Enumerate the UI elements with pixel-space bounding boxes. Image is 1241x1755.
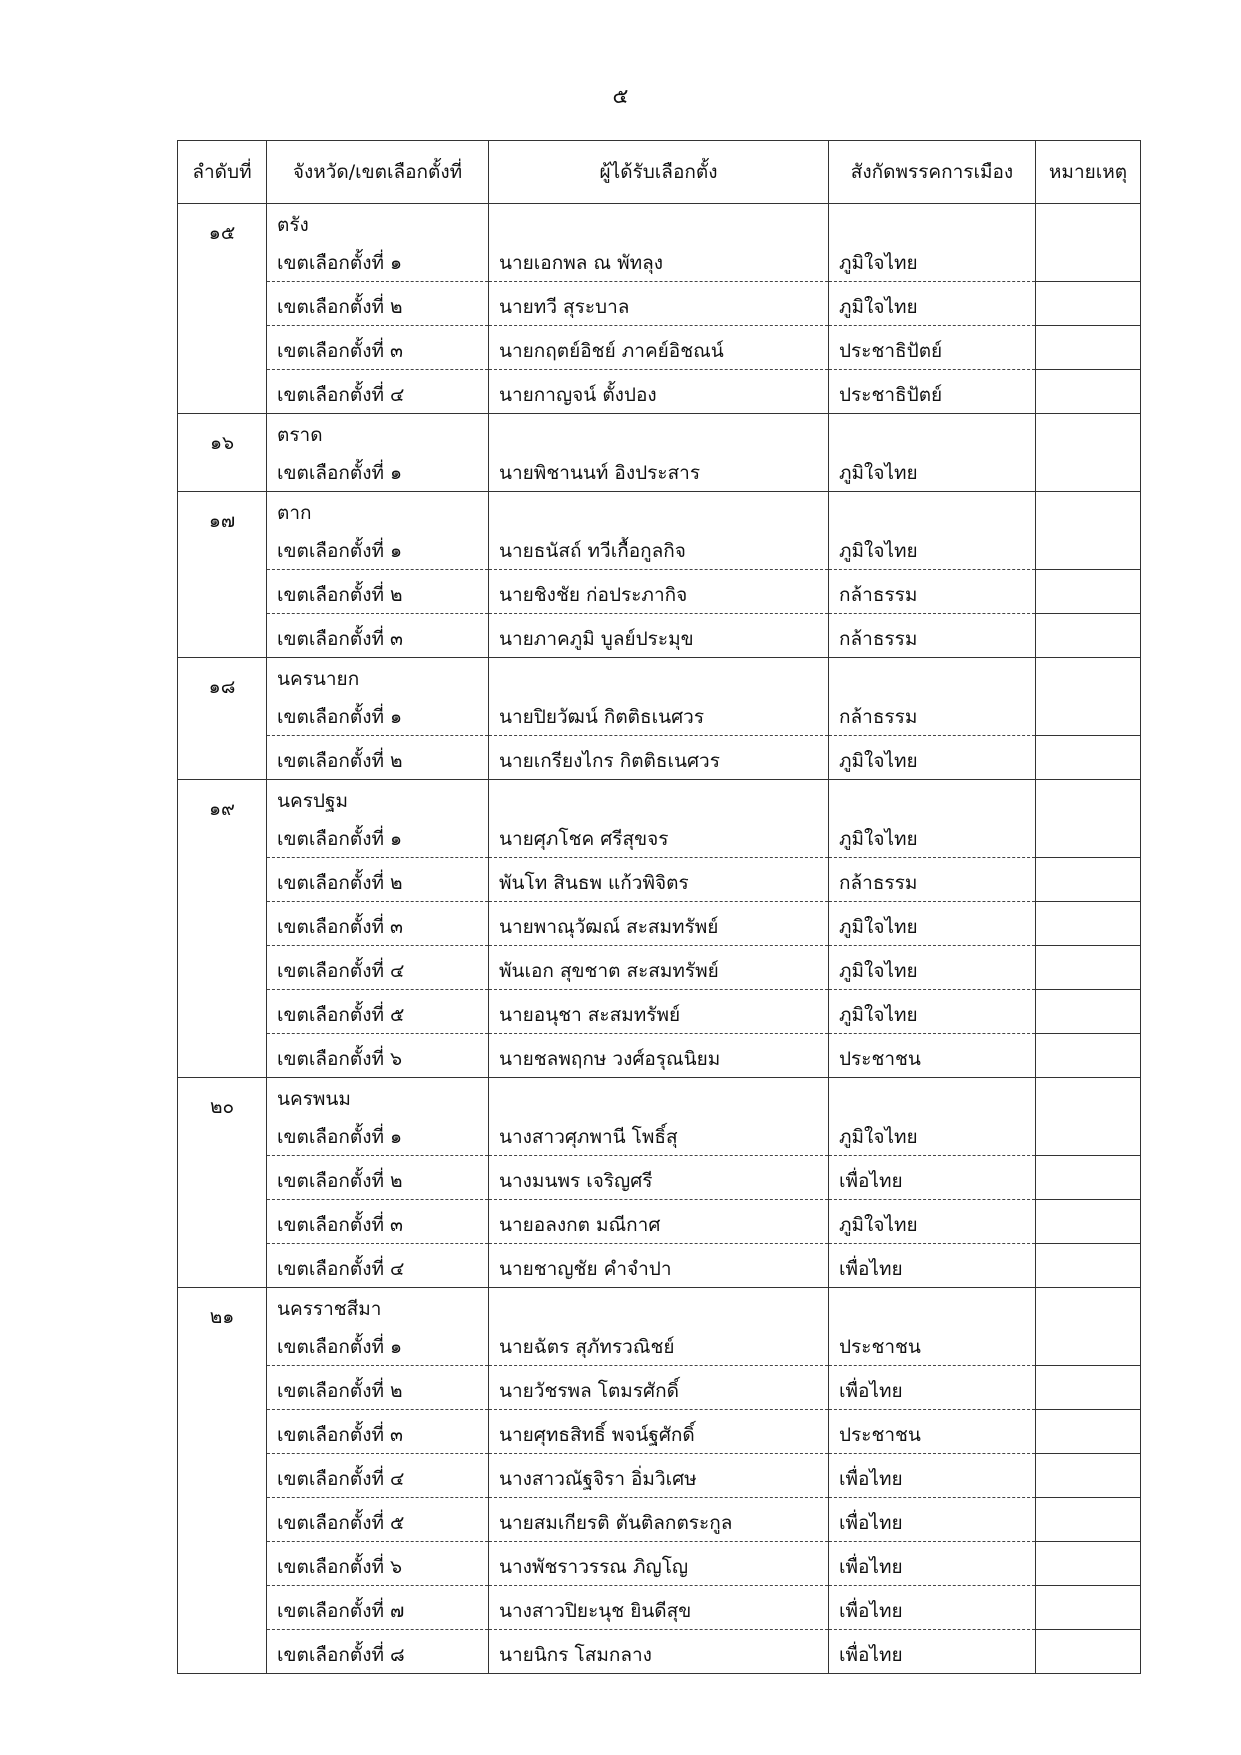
order-number: ๑๙ [178, 780, 267, 1078]
elected-name: พันโท สินธพ แก้วพิจิตร [489, 858, 829, 902]
order-number: ๒๐ [178, 1078, 267, 1288]
empty-cell [829, 1078, 1036, 1115]
district-label: เขตเลือกตั้งที่ ๔ [267, 370, 489, 414]
party-name: เพื่อไทย [829, 1630, 1036, 1674]
district-row [178, 1454, 1141, 1498]
elected-name: นางสาวปิยะนุช ยินดีสุข [489, 1586, 829, 1630]
remark-cell [1036, 614, 1141, 658]
empty-cell [1036, 492, 1141, 529]
table-header [178, 141, 1141, 204]
elected-name: นายศุภโชค ศรีสุขจร [489, 816, 829, 858]
elected-name: นายทวี สุระบาล [489, 282, 829, 326]
empty-cell [489, 414, 829, 451]
remark-cell [1036, 1324, 1141, 1366]
remark-cell [1036, 370, 1141, 414]
district-row [178, 1542, 1141, 1586]
party-name: เพื่อไทย [829, 1454, 1036, 1498]
province-name: ตาก [267, 492, 489, 529]
elected-name: นายศุทธสิทธิ์ พจน์ฐศักดิ์ [489, 1410, 829, 1454]
district-row [178, 990, 1141, 1034]
empty-cell [1036, 1288, 1141, 1325]
district-label: เขตเลือกตั้งที่ ๓ [267, 614, 489, 658]
district-row [178, 1498, 1141, 1542]
district-row [178, 1114, 1141, 1156]
remark-cell [1036, 1410, 1141, 1454]
empty-cell [829, 414, 1036, 451]
elected-name: นายสมเกียรติ ตันติลกตระกูล [489, 1498, 829, 1542]
elected-name: นายชาญชัย คำจำปา [489, 1244, 829, 1288]
district-label: เขตเลือกตั้งที่ ๓ [267, 326, 489, 370]
province-name: นครพนม [267, 1078, 489, 1115]
party-name: ภูมิใจไทย [829, 990, 1036, 1034]
party-name: ภูมิใจไทย [829, 736, 1036, 780]
elected-name: นายฉัตร สุภัทรวณิชย์ [489, 1324, 829, 1366]
province-row [178, 780, 1141, 817]
district-row [178, 570, 1141, 614]
district-row [178, 1366, 1141, 1410]
empty-cell [489, 658, 829, 695]
empty-cell [829, 204, 1036, 241]
party-name: เพื่อไทย [829, 1366, 1036, 1410]
party-name: ประชาชน [829, 1324, 1036, 1366]
party-name: ภูมิใจไทย [829, 1200, 1036, 1244]
district-label: เขตเลือกตั้งที่ ๑ [267, 816, 489, 858]
remark-cell [1036, 450, 1141, 492]
header-elected: ผู้ได้รับเลือกตั้ง [489, 141, 829, 204]
province-name: ตราด [267, 414, 489, 451]
party-name: เพื่อไทย [829, 1244, 1036, 1288]
remark-cell [1036, 326, 1141, 370]
remark-cell [1036, 816, 1141, 858]
remark-cell [1036, 1156, 1141, 1200]
remark-cell [1036, 1200, 1141, 1244]
remark-cell [1036, 1034, 1141, 1078]
district-label: เขตเลือกตั้งที่ ๖ [267, 1034, 489, 1078]
empty-cell [489, 1288, 829, 1325]
remark-cell [1036, 946, 1141, 990]
empty-cell [489, 780, 829, 817]
district-row [178, 858, 1141, 902]
district-row [178, 946, 1141, 990]
empty-cell [489, 1078, 829, 1115]
party-name: ประชาชน [829, 1034, 1036, 1078]
district-label: เขตเลือกตั้งที่ ๓ [267, 1410, 489, 1454]
district-label: เขตเลือกตั้งที่ ๑ [267, 1114, 489, 1156]
party-name: ภูมิใจไทย [829, 946, 1036, 990]
district-label: เขตเลือกตั้งที่ ๒ [267, 1366, 489, 1410]
district-row [178, 450, 1141, 492]
district-row [178, 326, 1141, 370]
elected-name: นายชลพฤกษ วงศ์อรุณนิยม [489, 1034, 829, 1078]
province-row [178, 1078, 1141, 1115]
district-row [178, 1586, 1141, 1630]
remark-cell [1036, 1498, 1141, 1542]
district-row [178, 902, 1141, 946]
party-name: ภูมิใจไทย [829, 528, 1036, 570]
empty-cell [829, 1288, 1036, 1325]
district-row [178, 1630, 1141, 1674]
empty-cell [1036, 658, 1141, 695]
district-label: เขตเลือกตั้งที่ ๘ [267, 1630, 489, 1674]
district-row [178, 528, 1141, 570]
district-row [178, 736, 1141, 780]
empty-cell [1036, 204, 1141, 241]
district-label: เขตเลือกตั้งที่ ๒ [267, 1156, 489, 1200]
elected-name: นายพิชานนท์ อิงประสาร [489, 450, 829, 492]
order-number: ๑๗ [178, 492, 267, 658]
district-row [178, 694, 1141, 736]
district-row [178, 816, 1141, 858]
province-name: นครนายก [267, 658, 489, 695]
district-row [178, 1324, 1141, 1366]
district-row [178, 282, 1141, 326]
elected-name: นายกาญจน์ ตั้งปอง [489, 370, 829, 414]
party-name: กล้าธรรม [829, 614, 1036, 658]
remark-cell [1036, 1630, 1141, 1674]
remark-cell [1036, 240, 1141, 282]
party-name: เพื่อไทย [829, 1498, 1036, 1542]
elected-name: นายธนัสถ์ ทวีเกื้อกูลกิจ [489, 528, 829, 570]
party-name: เพื่อไทย [829, 1586, 1036, 1630]
district-label: เขตเลือกตั้งที่ ๑ [267, 528, 489, 570]
elected-name: นายชิงชัย ก่อประภากิจ [489, 570, 829, 614]
district-label: เขตเลือกตั้งที่ ๔ [267, 1454, 489, 1498]
district-label: เขตเลือกตั้งที่ ๓ [267, 1200, 489, 1244]
table-body [178, 204, 1141, 1674]
district-label: เขตเลือกตั้งที่ ๕ [267, 1498, 489, 1542]
party-name: ประชาชน [829, 1410, 1036, 1454]
party-name: เพื่อไทย [829, 1542, 1036, 1586]
province-row [178, 658, 1141, 695]
party-name: ภูมิใจไทย [829, 902, 1036, 946]
elected-name: นางสาวณัฐจิรา อิ่มวิเศษ [489, 1454, 829, 1498]
order-number: ๑๘ [178, 658, 267, 780]
elected-name: นายเอกพล ณ พัทลุง [489, 240, 829, 282]
district-row [178, 1244, 1141, 1288]
empty-cell [1036, 414, 1141, 451]
elected-name: นายภาคภูมิ บูลย์ประมุข [489, 614, 829, 658]
elected-name: นายอนุชา สะสมทรัพย์ [489, 990, 829, 1034]
district-row [178, 1200, 1141, 1244]
party-name: กล้าธรรม [829, 858, 1036, 902]
remark-cell [1036, 570, 1141, 614]
party-name: กล้าธรรม [829, 570, 1036, 614]
district-row [178, 1410, 1141, 1454]
remark-cell [1036, 902, 1141, 946]
district-label: เขตเลือกตั้งที่ ๒ [267, 282, 489, 326]
district-row [178, 1034, 1141, 1078]
empty-cell [1036, 780, 1141, 817]
empty-cell [489, 492, 829, 529]
election-results-table [177, 140, 1141, 1674]
remark-cell [1036, 1454, 1141, 1498]
district-label: เขตเลือกตั้งที่ ๒ [267, 570, 489, 614]
province-row [178, 1288, 1141, 1325]
elected-name: นายปิยวัฒน์ กิตติธเนศวร [489, 694, 829, 736]
party-name: ภูมิใจไทย [829, 816, 1036, 858]
district-label: เขตเลือกตั้งที่ ๓ [267, 902, 489, 946]
district-label: เขตเลือกตั้งที่ ๑ [267, 240, 489, 282]
elected-name: นายอลงกต มณีกาศ [489, 1200, 829, 1244]
empty-cell [829, 780, 1036, 817]
order-number: ๑๕ [178, 204, 267, 414]
remark-cell [1036, 1244, 1141, 1288]
district-label: เขตเลือกตั้งที่ ๑ [267, 694, 489, 736]
district-label: เขตเลือกตั้งที่ ๒ [267, 858, 489, 902]
remark-cell [1036, 1114, 1141, 1156]
empty-cell [1036, 1078, 1141, 1115]
remark-cell [1036, 1586, 1141, 1630]
elected-name: นางพัชราวรรณ ภิญโญ [489, 1542, 829, 1586]
elected-name: นายวัชรพล โตมรศักดิ์ [489, 1366, 829, 1410]
remark-cell [1036, 990, 1141, 1034]
party-name: ภูมิใจไทย [829, 1114, 1036, 1156]
remark-cell [1036, 736, 1141, 780]
empty-cell [829, 658, 1036, 695]
elected-name: พันเอก สุขชาต สะสมทรัพย์ [489, 946, 829, 990]
elected-name: นางมนพร เจริญศรี [489, 1156, 829, 1200]
district-label: เขตเลือกตั้งที่ ๑ [267, 450, 489, 492]
district-label: เขตเลือกตั้งที่ ๖ [267, 1542, 489, 1586]
province-row [178, 204, 1141, 241]
elected-name: นายเกรียงไกร กิตติธเนศวร [489, 736, 829, 780]
party-name: ภูมิใจไทย [829, 240, 1036, 282]
elected-name: นายกฤตย์อิชย์ ภาคย์อิชณน์ [489, 326, 829, 370]
order-number: ๑๖ [178, 414, 267, 492]
party-name: ภูมิใจไทย [829, 450, 1036, 492]
province-name: นครปฐม [267, 780, 489, 817]
district-row [178, 240, 1141, 282]
remark-cell [1036, 694, 1141, 736]
district-label: เขตเลือกตั้งที่ ๔ [267, 1244, 489, 1288]
empty-cell [489, 204, 829, 241]
district-label: เขตเลือกตั้งที่ ๒ [267, 736, 489, 780]
district-row [178, 370, 1141, 414]
district-label: เขตเลือกตั้งที่ ๕ [267, 990, 489, 1034]
empty-cell [829, 492, 1036, 529]
remark-cell [1036, 528, 1141, 570]
province-row [178, 492, 1141, 529]
province-name: นครราชสีมา [267, 1288, 489, 1325]
order-number: ๒๑ [178, 1288, 267, 1674]
remark-cell [1036, 282, 1141, 326]
party-name: ประชาธิปัตย์ [829, 326, 1036, 370]
elected-name: นายนิกร โสมกลาง [489, 1630, 829, 1674]
party-name: กล้าธรรม [829, 694, 1036, 736]
province-row [178, 414, 1141, 451]
header-order: ลำดับที่ [178, 141, 267, 204]
remark-cell [1036, 1542, 1141, 1586]
party-name: ประชาธิปัตย์ [829, 370, 1036, 414]
province-name: ตรัง [267, 204, 489, 241]
district-label: เขตเลือกตั้งที่ ๗ [267, 1586, 489, 1630]
party-name: เพื่อไทย [829, 1156, 1036, 1200]
elected-name: นางสาวศุภพานี โพธิ์สุ [489, 1114, 829, 1156]
district-label: เขตเลือกตั้งที่ ๑ [267, 1324, 489, 1366]
header-province: จังหวัด/เขตเลือกตั้งที่ [267, 141, 489, 204]
header-party: สังกัดพรรคการเมือง [829, 141, 1036, 204]
remark-cell [1036, 1366, 1141, 1410]
elected-name: นายพาณุวัฒณ์ สะสมทรัพย์ [489, 902, 829, 946]
district-row [178, 614, 1141, 658]
remark-cell [1036, 858, 1141, 902]
page-number: ๕ [612, 84, 629, 108]
district-row [178, 1156, 1141, 1200]
header-remark: หมายเหตุ [1036, 141, 1141, 204]
party-name: ภูมิใจไทย [829, 282, 1036, 326]
district-label: เขตเลือกตั้งที่ ๔ [267, 946, 489, 990]
